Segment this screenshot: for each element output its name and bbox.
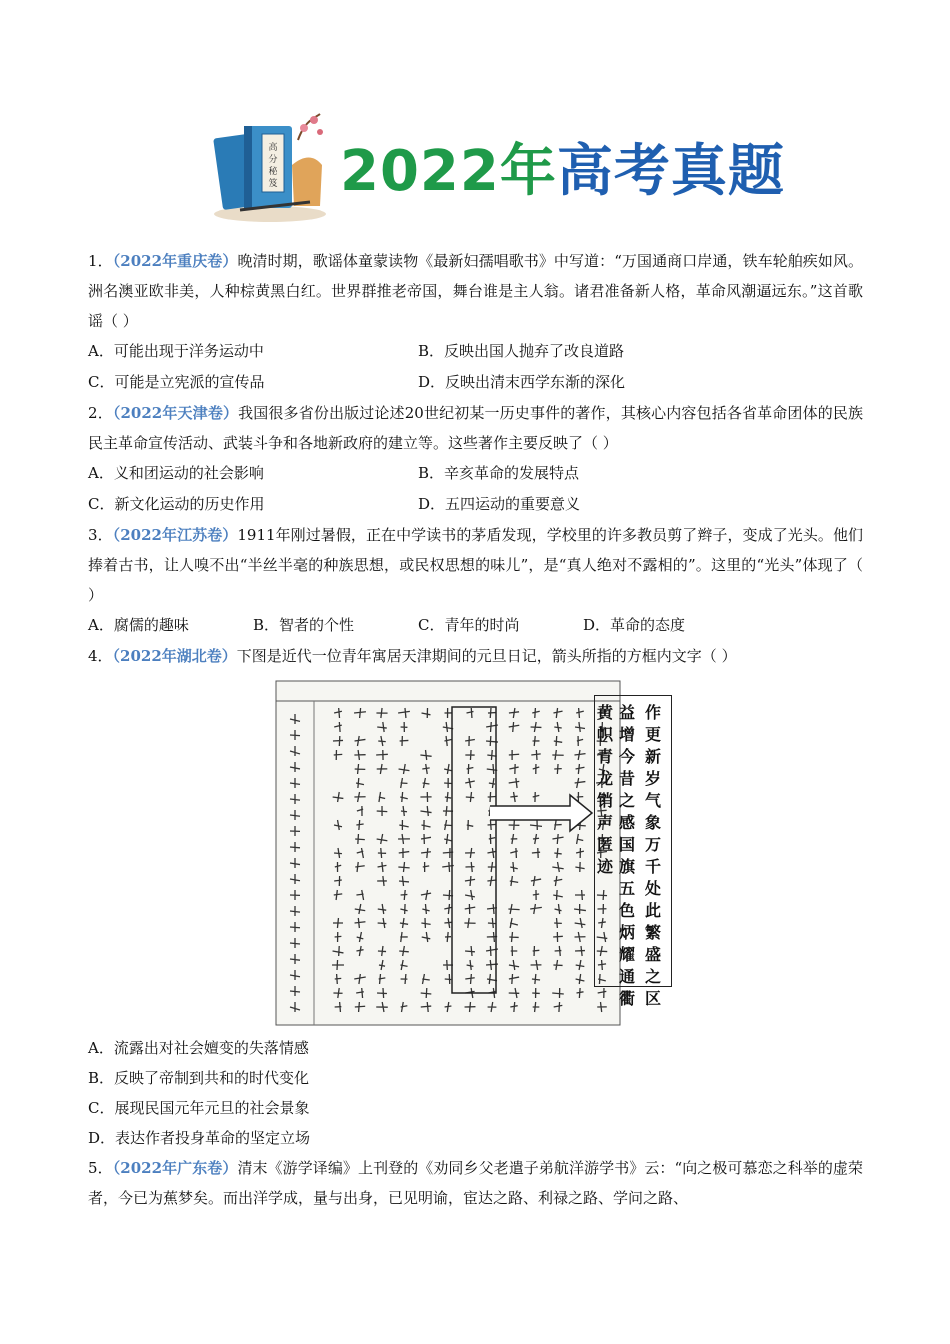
question-source: （2022年湖北卷）	[112, 647, 237, 665]
books-label-char-1: 高	[268, 143, 278, 153]
page-header	[0, 110, 950, 230]
transcription-column-2: 益增今昔之感国旗五色炳耀通衢	[618, 703, 635, 1008]
question-2-options	[88, 458, 863, 520]
option-c[interactable]: C．可能是立宪派的宣传品	[88, 373, 265, 391]
option-d[interactable]: D．反映出清末西学东渐的深化	[418, 373, 626, 391]
arrow-icon	[488, 791, 596, 835]
option-a[interactable]: A．流露出对社会嬗变的失落情感	[88, 1039, 309, 1057]
books-label-char-3: 秘	[268, 167, 278, 177]
diary-figure	[88, 679, 863, 1027]
books-illustration	[210, 110, 330, 225]
option-c[interactable]: C．新文化运动的历史作用	[88, 495, 265, 513]
transcription-box	[594, 695, 672, 1008]
question-1-options	[88, 336, 863, 398]
option-b[interactable]: B．反映出国人抛弃了改良道路	[418, 342, 625, 360]
option-d[interactable]: D．革命的态度	[583, 616, 686, 634]
title-year: 2022年	[340, 139, 557, 204]
question-source: （2022年重庆卷）	[112, 252, 238, 270]
question-source: （2022年天津卷）	[112, 404, 239, 422]
books-label-char-4: 笈	[268, 179, 278, 189]
question-source: （2022年江苏卷）	[112, 526, 238, 544]
option-d[interactable]: D．五四运动的重要意义	[418, 495, 581, 513]
question-number: 3．	[88, 526, 113, 544]
question-source: （2022年广东卷）	[112, 1159, 238, 1177]
question-5	[88, 1153, 863, 1213]
question-stem: 1911年刚过暑假，正在中学读书的茅盾发现，学校里的许多教员剪了辫子，变成了光头。他们捧着古书，让人嗅不出“半丝半毫的种族思想，或民权思想的味儿”，是“真人绝对不露相的”。这里的“光头”体现了（ ）	[88, 526, 864, 604]
question-stem: 晚清时期，歌谣体童蒙读物《最新妇孺唱歌书》中写道：“万国通商口岸通，铁车轮舶疾如风。洲名澳亚欧非美，人种棕黄黑白红。世界群推老帝国，舞台谁是主人翁。诸君准备新人格，革命风潮逼远东。”这首歌谣（ ）	[88, 252, 863, 330]
question-number: 1．	[88, 252, 113, 270]
option-c[interactable]: C．青年的时尚	[418, 616, 520, 634]
question-number: 2．	[88, 404, 113, 422]
diary-scan-image	[274, 679, 622, 1027]
option-b[interactable]: B．反映了帝制到共和的时代变化	[88, 1069, 310, 1087]
question-stem: 我国很多省份出版过论述20世纪初某一历史事件的著作，其核心内容包括各省革命团体的民族民主革命宣传活动、武装斗争和各地新政府的建立等。这些著作主要反映了（ ）	[88, 404, 864, 452]
question-2	[88, 398, 863, 458]
option-c[interactable]: C．展现民国元年元旦的社会景象	[88, 1099, 310, 1117]
transcription-column-3: 黄帜青龙销声匿迹	[596, 703, 613, 876]
option-b[interactable]: B．辛亥革命的发展特点	[418, 464, 580, 482]
question-3-options	[88, 610, 863, 641]
option-a[interactable]: A．腐儒的趣味	[88, 616, 189, 634]
books-label-char-2: 分	[268, 155, 278, 165]
question-number: 5．	[88, 1159, 113, 1177]
question-stem: 清末《游学译编》上刊登的《劝同乡父老遣子弟航洋游学书》云：“向之极可慕恋之科举的虚荣者，今已为蕉梦矣。而出洋学成，量与出身，已见明谕，宦达之路、利禄之路、学问之路、	[88, 1159, 863, 1207]
question-stem: 下图是近代一位青年寓居天津期间的元旦日记，箭头所指的方框内文字（ ）	[236, 647, 737, 665]
question-1	[88, 246, 863, 336]
option-b[interactable]: B．智者的个性	[253, 616, 355, 634]
option-a[interactable]: A．可能出现于洋务运动中	[88, 342, 264, 360]
option-d[interactable]: D．表达作者投身革命的坚定立场	[88, 1129, 311, 1147]
question-3	[88, 520, 863, 610]
question-4	[88, 641, 863, 671]
page-title	[340, 140, 785, 204]
transcription-column-1: 作更新岁气象万千处此繁盛之区	[644, 703, 661, 1008]
question-list	[88, 246, 863, 1213]
question-number: 4．	[88, 647, 113, 665]
option-a[interactable]: A．义和团运动的社会影响	[88, 464, 264, 482]
question-4-options	[88, 1033, 863, 1153]
title-text: 高考真题	[556, 139, 785, 204]
